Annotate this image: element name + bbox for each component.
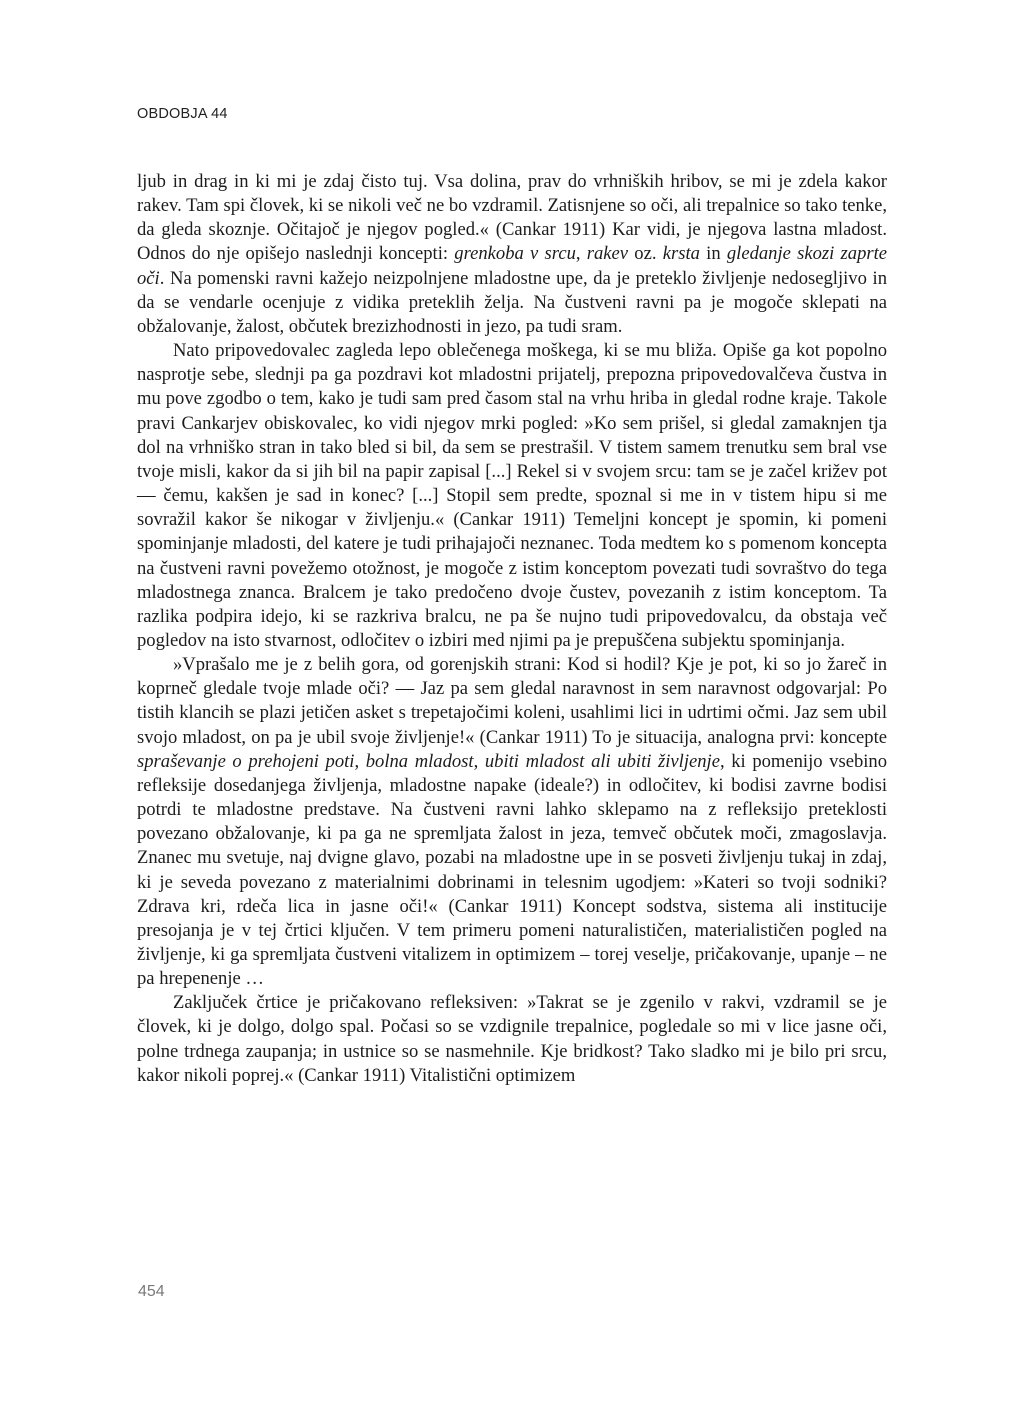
running-head: OBDOBJA 44 [137, 106, 228, 122]
text-run: ljub in drag in ki mi je zdaj čisto tuj. Vsa dolina, prav do vrhniških hribov, se mi je zdela kakor rakev. Tam spi človek, ki se nikoli več ne bo vzdramil. Zatisnjene so oči, ali trepalnice so tako tenke, da gleda skoznje. Očitajoč je njegov pogled.« (Cankar 1911) Kar vidi, je njegova lastna mladost. Odnos do nje opišejo naslednji koncepti: [137, 171, 887, 265]
italic-concept: ubiti mladost ali ubiti življenje [484, 750, 720, 772]
text-run: in [699, 243, 727, 265]
italic-concept: grenkoba v srcu [454, 243, 576, 265]
paragraph [137, 653, 887, 991]
text-run: »Vprašalo me je z belih gora, od gorenjskih strani: Kod si hodil? Kje je pot, ki so jo žareč in koprneč gledale tvoje mlade oči? — Jaz pa sem gledal naravnost in sem naravnost odgovarjal: Po tistih klancih se plazi jetičen asket s trepetajočimi koleni, usahlimi lici in udrtimi očmi. Jaz sem ubil svojo mladost, on pa je ubil svoje življenje!« (Cankar 1911) To je situacija, analogna prvi: koncepte [137, 654, 887, 748]
paragraph [137, 339, 887, 653]
text-run: , [575, 243, 587, 265]
text-run: , ki pomenijo vsebino refleksije dosedanjega življenja, mladostne napake (ideale?) in odločitev, ki bodisi zavrne bodisi potrdi te mladostne predstave. Na čustveni ravni lahko sklepamo na z refleksijo preteklosti povezano obžalovanje, ki pa ga ne spremljata žalost in jeza, temveč občutek moči, zmagoslavja. Znanec mu svetuje, naj dvigne glavo, pozabi na mladostne upe in se posveti življenju tukaj in zdaj, ki je seveda povezano z materialnimi dobrinami in telesnim ugodjem: »Kateri so tvoji sodniki? Zdrava kri, rdeča lica in jasne oči!« (Cankar 1911) Koncept sodstva, sistema ali institucije presojanja je v tej črtici ključen. V tem primeru pomeni naturalističen, materialističen pogled na življenje, ki ga spremljata čustveni vitalizem in optimizem – torej veselje, pričakovanje, upanje – ne pa hrepenenje … [137, 750, 888, 990]
paragraph [137, 170, 887, 339]
text-run: . Na pomenski ravni kažejo neizpolnjene mladostne upe, da je preteklo življenje nedosegljivo in da se vendarle ocenjuje z vidika preteklih želja. Na čustveni ravni pa je mogoče sklepati na obžalovanje, žalost, občutek brezizhodnosti in jezo, pa tudi sram. [137, 267, 887, 337]
italic-concept: krsta [662, 243, 700, 265]
italic-concept: rakev [586, 243, 629, 265]
italic-concept: bolna mladost [365, 750, 474, 772]
text-run: Zaključek črtice je pričakovano refleksiven: »Takrat se je zgenilo v rakvi, vzdramil se je človek, ki je dolgo, dolgo spal. Počasi so se vzdignile trepalnice, pogledale so mi v lice jasne oči, polne trdnega zaupanja; in ustnice so se nasmehnile. Kje bridkost? Tako sladko mi je bilo pri srcu, kakor nikoli poprej.« (Cankar 1911) Vitalistični optimizem [137, 992, 887, 1086]
text-run: , [473, 750, 485, 772]
italic-concept: spraševanje o prehojeni poti [137, 750, 355, 772]
italic-concept: gledanje skozi zaprte oči [137, 243, 888, 289]
text-run: oz. [628, 243, 663, 265]
body-text [137, 170, 887, 1088]
page-number: 454 [138, 1283, 165, 1300]
paragraph [137, 991, 887, 1088]
text-run: Nato pripovedovalec zagleda lepo oblečenega moškega, ki se mu bliža. Opiše ga kot popolno nasprotje sebe, slednji pa ga pozdravi kot mladostni prijatelj, prepozna pripovedovalčeva čustva in mu pove zgodbo o tem, kako je tudi sam pred časom stal na vrhu hriba in gledal rodne kraje. Takole pravi Cankarjev obiskovalec, ko vidi njegov mrki pogled: »Ko sem prišel, si gledal zamaknjen tja dol na vrhniško stran in tako bled si bil, da sem se prestrašil. V tistem samem trenutku sem bral vse tvoje misli, kakor da si jih bil na papir zapisal [...] Rekel si v svojem srcu: tam se je začel križev pot — čemu, kakšen je sad in konec? [...] Stopil sem predte, spoznal si me in v tistem hipu si me sovražil kakor še nikogar v življenju.« (Cankar 1911) Temeljni koncept je spomin, ki pomeni spominjanje mladosti, del katere je tudi prihajajoči neznanec. Toda medtem ko s pomenom koncepta na čustveni ravni povežemo otožnost, je mogoče z istim konceptom povezati tudi sovraštvo do tega mladostnega znanca. Bralcem je tako predočeno dvoje čustev, povezanih z istim konceptom. Ta razlika podpira idejo, ki se razkriva bralcu, ne pa še nujno tudi pripovedovalcu, da obstaja več pogledov na isto stvarnost, odločitev o izbiri med njimi pa je prepuščena subjektu spominjanja. [137, 340, 887, 651]
text-run: , [354, 750, 366, 772]
